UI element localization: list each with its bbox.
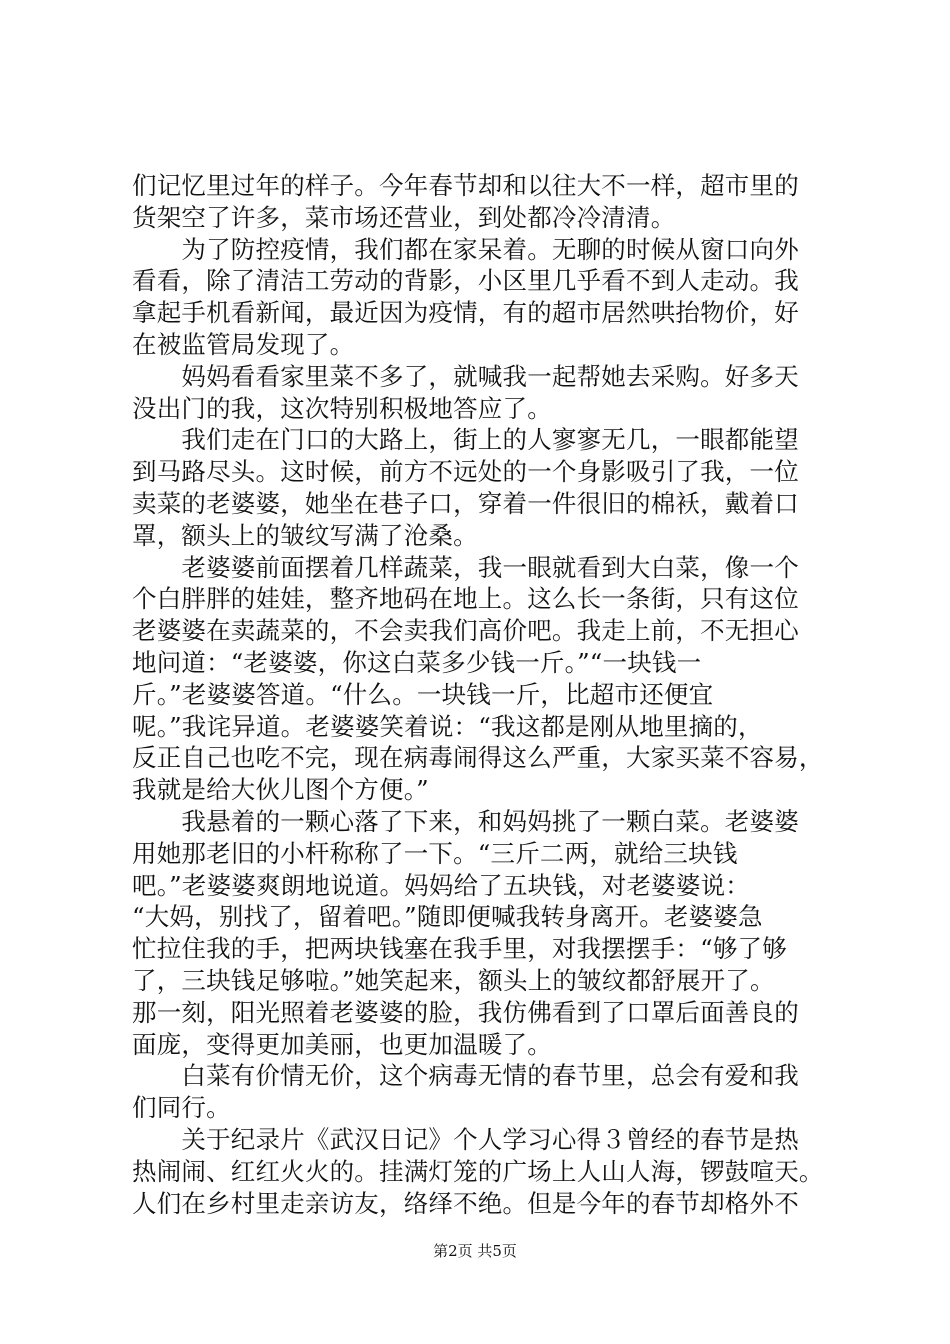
text-line: 斤。”老婆婆答道。“什么。一块钱一斤，比超市还便宜 [132,679,714,709]
text-line: “大妈，别找了，留着吧。”随即便喊我转身离开。老婆婆急 [132,902,763,932]
text-line: 地问道：“老婆婆，你这白菜多少钱一斤。”“一块钱一 [132,647,702,677]
text-line: 了，三块钱足够啦。”她笑起来，额头上的皱纹都舒展开了。 [132,965,775,995]
text-line: 看看，除了清洁工劳动的背影，小区里几乎看不到人走动。我 [132,266,799,296]
text-line: 们同行。 [132,1093,231,1123]
text-line: 呢。”我诧异道。老婆婆笑着说：“我这都是刚从地里摘的， [132,711,763,741]
text-line: 人们在乡村里走亲访友，络绎不绝。但是今年的春节却格外不 [132,1188,799,1218]
text-line: 我们走在门口的大路上，街上的人寥寥无几，一眼都能望 [132,425,799,455]
text-line: 货架空了许多，菜市场还营业，到处都冷冷清清。 [132,202,676,232]
text-line: 那一刻，阳光照着老婆婆的脸，我仿佛看到了口罩后面善良的 [132,997,799,1027]
text-line: 没出门的我，这次特别积极地答应了。 [132,393,552,423]
text-line: 们记忆里过年的样子。今年春节却和以往大不一样，超市里的 [132,171,799,200]
text-line: 用她那老旧的小杆称称了一下。“三斤二两，就给三块钱 [132,838,738,868]
text-line: 妈妈看看家里菜不多了，就喊我一起帮她去采购。好多天 [132,361,799,391]
text-line: 卖菜的老婆婆，她坐在巷子口，穿着一件很旧的棉袄，戴着口 [132,488,799,518]
text-line: 我悬着的一颗心落了下来，和妈妈挑了一颗白菜。老婆婆 [132,806,799,836]
text-line: 个白胖胖的娃娃，整齐地码在地上。这么长一条街，只有这位 [132,584,799,614]
text-line: 我就是给大伙儿图个方便。” [132,775,429,805]
text-line: 老婆婆前面摆着几样蔬菜，我一眼就看到大白菜，像一个 [132,552,799,582]
text-line: 热闹闹、红红火火的。挂满灯笼的广场上人山人海，锣鼓喧天。 [132,1156,824,1186]
text-line: 罩，额头上的皱纹写满了沧桑。 [132,520,478,550]
text-line: 反正自己也吃不完，现在病毒闹得这么严重，大家买菜不容易， [132,743,824,773]
text-line: 在被监管局发现了。 [132,329,355,359]
page-number-footer: 第2页 共5页 [433,1242,517,1260]
text-line: 白菜有价情无价，这个病毒无情的春节里，总会有爱和我 [132,1061,799,1091]
text-line: 关于纪录片《武汉日记》个人学习心得３曾经的春节是热 [132,1124,799,1154]
text-line: 面庞，变得更加美丽，也更加温暖了。 [132,1029,552,1059]
text-line: 为了防控疫情，我们都在家呆着。无聊的时候从窗口向外 [132,234,799,264]
text-line: 到马路尽头。这时候，前方不远处的一个身影吸引了我，一位 [132,457,799,487]
text-line: 老婆婆在卖蔬菜的，不会卖我们高价吧。我走上前，不无担心 [132,616,799,646]
text-line: 拿起手机看新闻，最近因为疫情，有的超市居然哄抬物价，好 [132,298,799,328]
body-text [132,170,832,1219]
text-line: 吧。”老婆婆爽朗地说道。妈妈给了五块钱，对老婆婆说： [132,870,750,900]
text-line: 忙拉住我的手，把两块钱塞在我手里，对我摆摆手：“够了够 [132,934,787,964]
